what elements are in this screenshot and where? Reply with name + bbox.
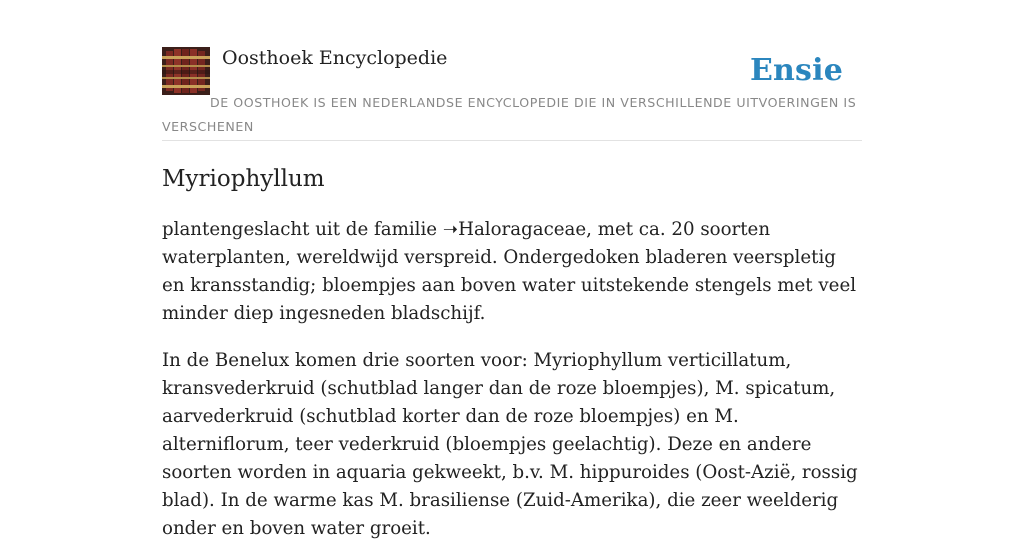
cross-reference-link[interactable] <box>443 219 586 240</box>
article <box>162 162 862 543</box>
p1-text-after: , met ca. 20 soorten waterplanten, wereldwijd verspreid. Ondergedoken bladeren veerspletig en kransstandig; bloempjes aan boven water uitstekende stengels met veel minder diep ingesneden bladschijf. <box>162 219 857 324</box>
site-title[interactable]: Oosthoek Encyclopedie <box>222 47 448 69</box>
entry-title: Myriophyllum <box>162 166 325 192</box>
site-tagline: DE OOSTHOEK IS EEN NEDERLANDSE ENCYCLOPEDIE DIE IN VERSCHILLENDE UITVOERINGEN IS VERSCHENEN <box>162 95 857 134</box>
p1-text-before: plantengeslacht uit de familie <box>162 219 443 240</box>
book-spines-icon <box>162 47 210 95</box>
brand-logo[interactable]: Ensie <box>749 53 843 88</box>
site-avatar[interactable] <box>162 47 210 95</box>
article-paragraph-1 <box>162 216 862 328</box>
arrow-right-icon: ➝ <box>442 219 459 240</box>
cross-reference-label: Haloragaceae <box>458 219 587 240</box>
article-paragraph-2: In de Benelux komen drie soorten voor: Myriophyllum verticillatum, kransvederkruid (schutblad langer dan de roze bloempjes), M. spicatum, aarvederkruid (schutblad korter dan de roze bloempjes) en M. alterniflorum, teer vederkruid (bloempjes geelachtig). Deze en andere soorten worden in aquaria gekweekt, b.v. M. hippuroides (Oost-Azië, rossig blad). In de warme kas M. brasiliense (Zuid-Amerika), die zeer weelderig onder en boven water groeit. <box>162 350 858 539</box>
site-header <box>162 46 862 141</box>
